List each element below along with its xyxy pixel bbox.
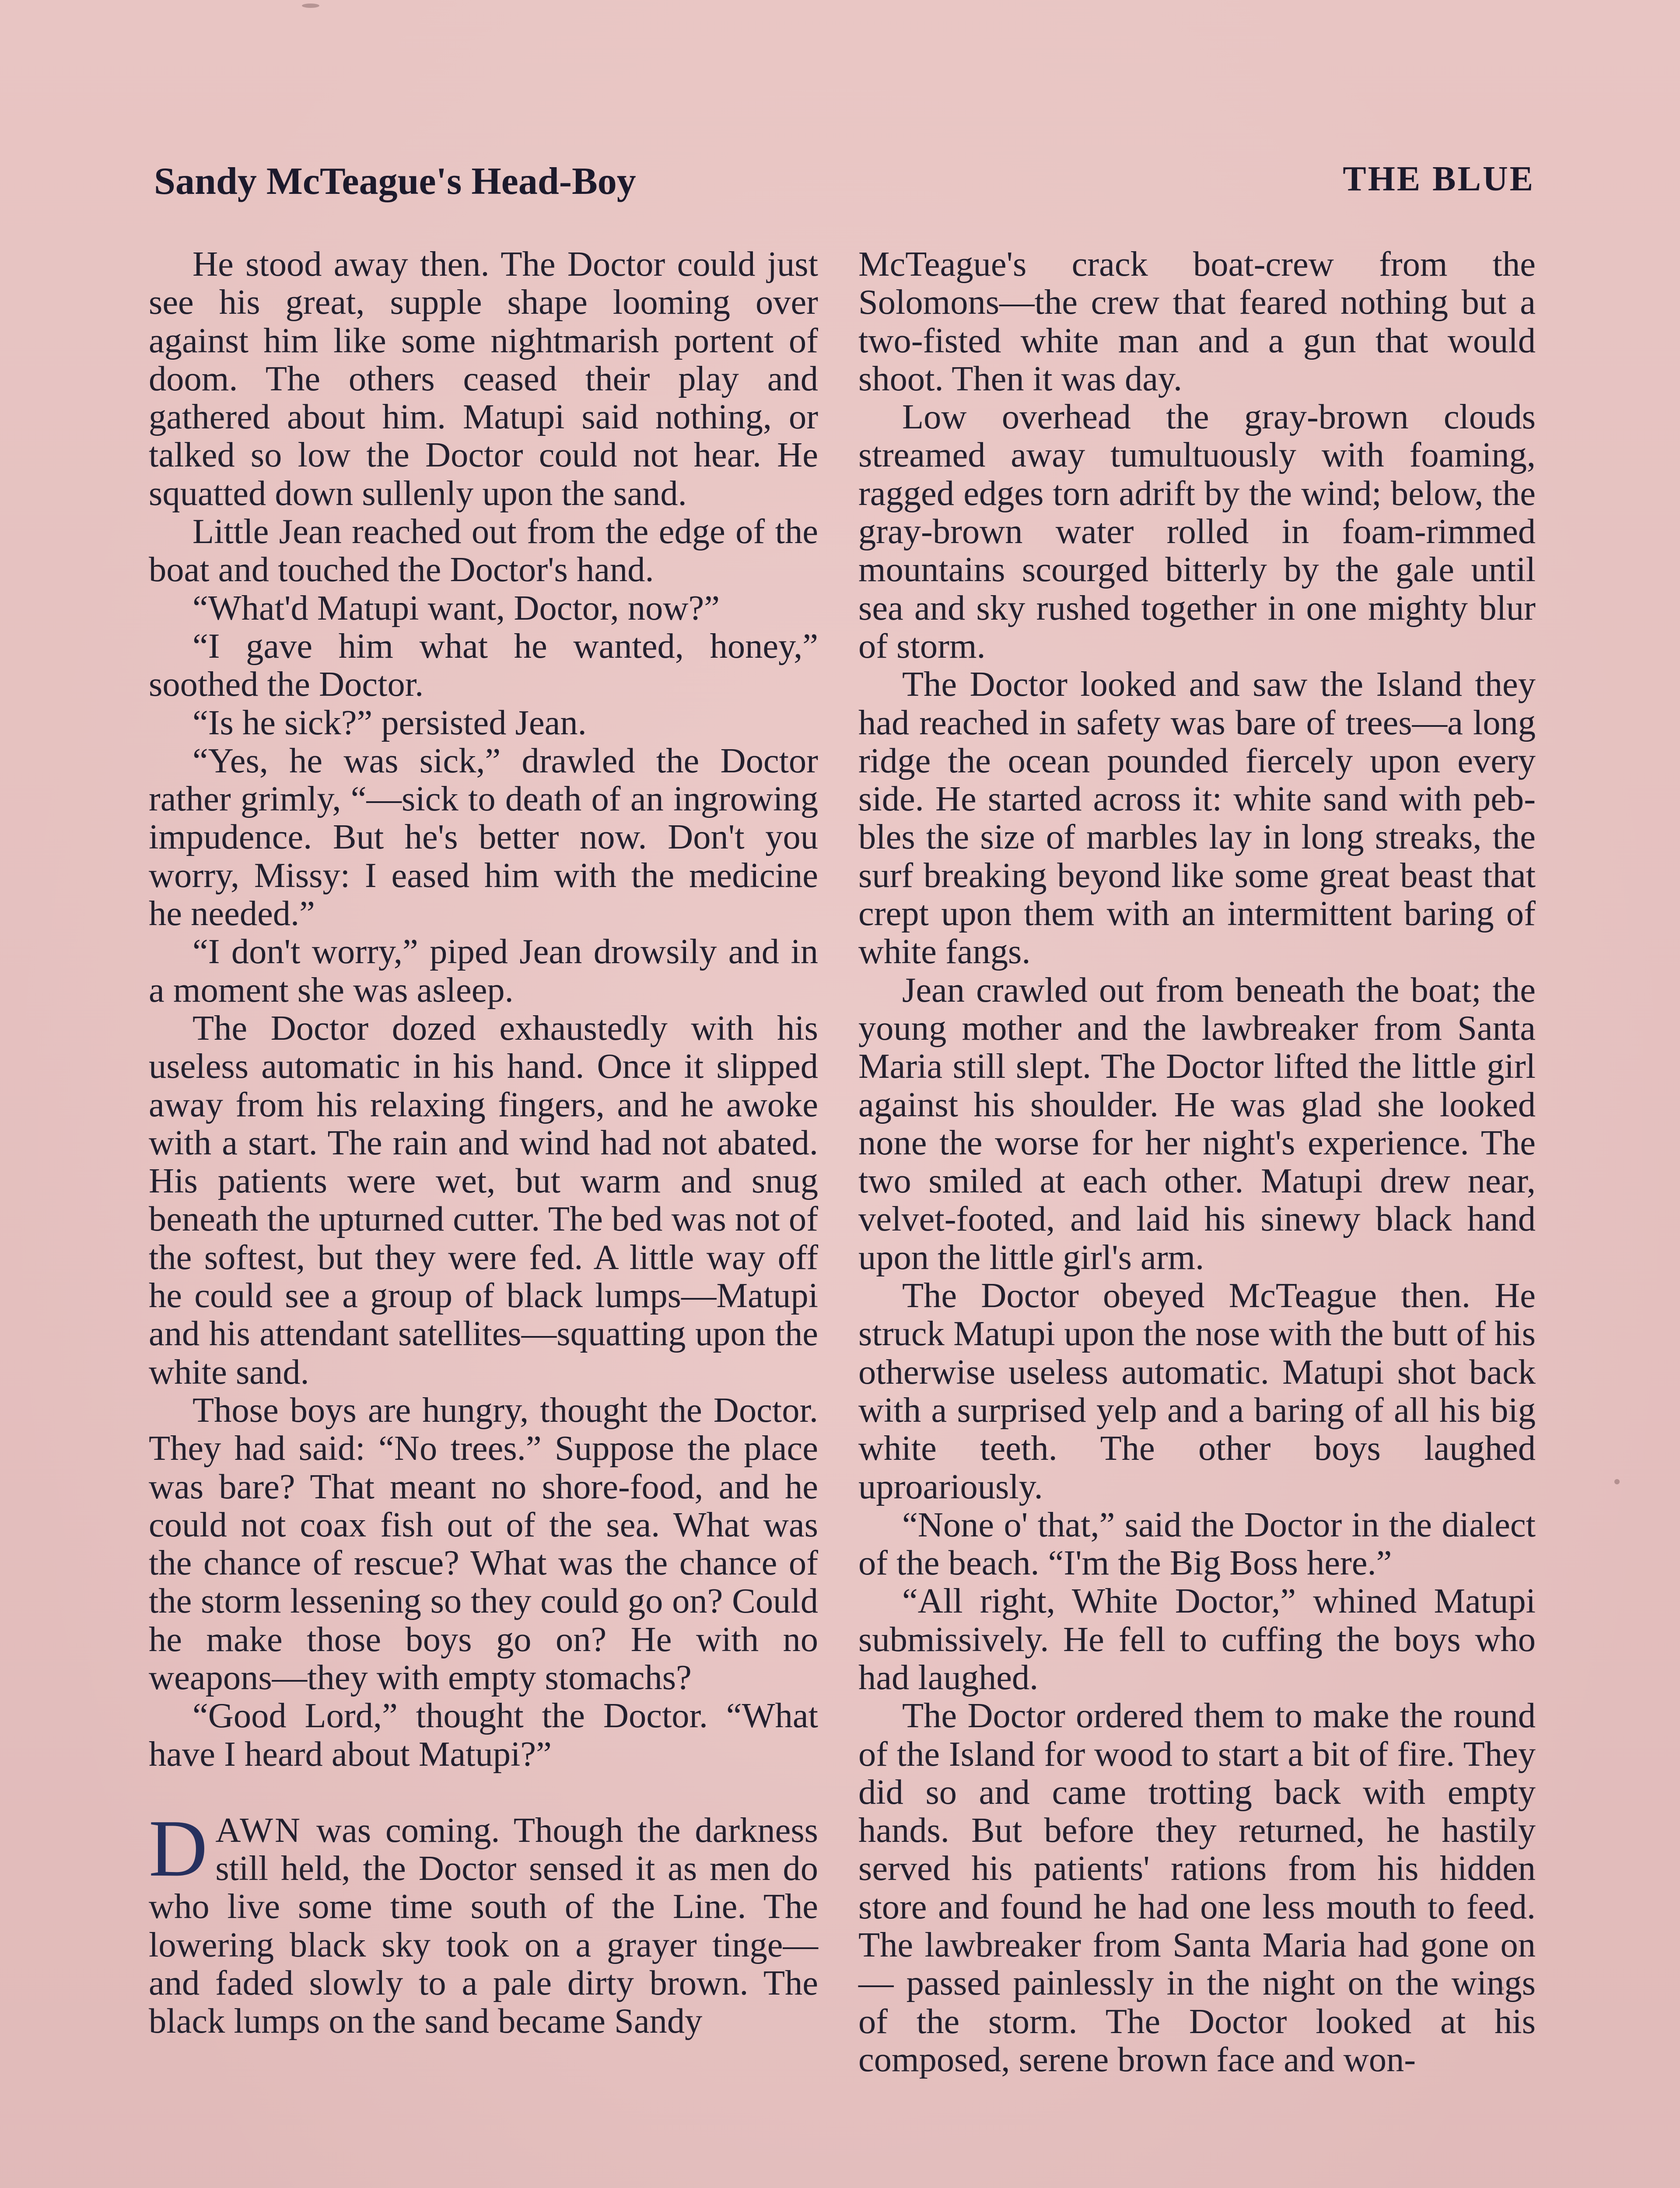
paragraph: The Doctor dozed exhaustedly with his useless automatic in his hand. Once it slipped away from his relaxing fingers, and he awoke with a start. The rain and wind had not abated. His patients were wet, but warm and snug beneath the upturned cutter. The bed was not of the softest, but they were fed. A little way off he could see a group of black lumps—Matupi and his attendant satellites—squatting upon the white sand. — [149, 1008, 818, 1392]
paragraph: Those boys are hungry, thought the Doctor. They had said: “No trees.” Suppose the place was bare? That meant no shore-food, and he could not coax fish out of the sea. What was the chance of rescue? What was the chance of the storm lessening so they could go on? Could he make those boys go on? He with no weapons—they with empty stomachs? — [149, 1390, 818, 1697]
section-opening-paragraph — [149, 1803, 818, 2041]
paragraph: Low overhead the gray-brown clouds streamed away tumultuously with foaming, ragged edges torn adrift by the wind; below, the gray-brown water rolled in foam-rimmed mountains scourged bitterly by the gale until sea and sky rushed together in one mighty blur of storm. — [858, 397, 1536, 666]
paragraph: “Good Lord,” thought the Doctor. “What have I heard about Matupi?” — [149, 1696, 818, 1774]
left-column — [149, 245, 818, 2041]
page-header — [154, 153, 1535, 210]
paper-speck — [1614, 1479, 1620, 1484]
paragraph: The Doctor ordered them to make the round of the Island for wood to start a bit of fire. They did so and came trotting back with empty hands. But before they returned, he hastily served his patients' rations from his hidden store and found he had one less mouth to feed. The lawbreaker from Santa Maria had gone on — passed painlessly in the night on the wings of the storm. The Doctor looked at his composed, serene brown face and won- — [858, 1696, 1536, 2079]
continued-paragraph: McTeague's crack boat-crew from the Solomons—the crew that feared nothing but a two-fisted white man and a gun that would shoot. Then it was day. — [858, 245, 1536, 398]
paragraph: Jean crawled out from beneath the boat; the young mother and the lawbreaker from Santa Maria still slept. The Doctor lifted the little girl against his shoulder. He was glad she looked none the worse for her night's experience. The two smiled at each other. Matupi drew near, velvet-footed, and laid his sinewy black hand upon the little girl's arm. — [858, 970, 1536, 1277]
paragraph-text: was coming. Though the darkness still held, the Doctor sensed it as men do who live some time south of the Line. The lowering black sky took on a grayer tinge—and faded slowly to a pale dirty brown. The black lumps on the sand became Sandy — [149, 1810, 818, 2041]
drop-cap: D — [149, 1803, 208, 1893]
paragraph: “Yes, he was sick,” drawled the Doctor rather grimly, “—sick to death of an ingrowing impudence. But he's better now. Don't you worry, Missy: I eased him with the medicine he needed.” — [149, 741, 818, 933]
paragraph: “None o' that,” said the Doctor in the dialect of the beach. “I'm the Big Boss here.” — [858, 1505, 1536, 1583]
paragraph: He stood away then. The Doctor could just see his great, supple shape looming over against him like some nightmarish portent of doom. The others ceased their play and gathered about him. Matupi said nothing, or talked so low the Doctor could not hear. He squatted down sullenly upon the sand. — [149, 245, 818, 513]
paragraph: Little Jean reached out from the edge of the boat and touched the Doctor's hand. — [149, 512, 818, 589]
paragraph: “Is he sick?” persisted Jean. — [192, 703, 587, 742]
print-mark — [302, 4, 319, 8]
lead-word: AWN — [215, 1810, 302, 1850]
right-column — [858, 245, 1536, 2079]
paragraph: “I gave him what he wanted, honey,” soothed the Doctor. — [149, 626, 818, 704]
running-title: Sandy McTeague's Head-Boy — [154, 160, 636, 203]
magazine-section-name: THE BLUE — [1343, 160, 1535, 198]
paragraph: The Doctor looked and saw the Island they had reached in safety was bare of trees—a long ridge the ocean pounded fiercely upon every side. He started across it: white sand with pebbles the size of marbles lay in long streaks, the surf breaking beyond like some great beast that crept upon them with an intermittent baring of white fangs. — [858, 665, 1536, 971]
paragraph: The Doctor obeyed McTeague then. He struck Matupi upon the nose with the butt of his otherwise useless automatic. Matupi shot back with a surprised yelp and a baring of all his big white teeth. The other boys laughed uproariously. — [858, 1276, 1536, 1506]
paragraph: “All right, White Doctor,” whined Matupi submissively. He fell to cuffing the boys who had laughed. — [858, 1581, 1536, 1697]
paragraph: “What'd Matupi want, Doctor, now?” — [192, 588, 720, 628]
paragraph: “I don't worry,” piped Jean drowsily and in a moment she was asleep. — [149, 932, 818, 1010]
